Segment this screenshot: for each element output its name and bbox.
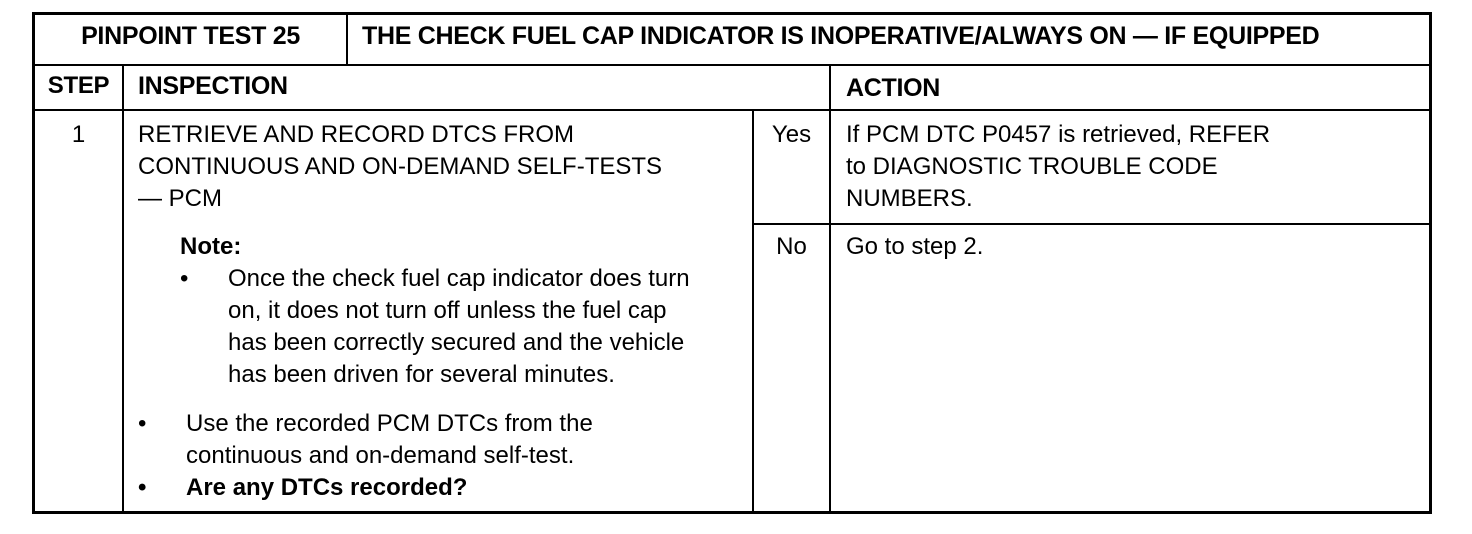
instruction-item (138, 408, 748, 472)
answer-yes-action (846, 119, 1426, 215)
answer-yes-label: Yes (771, 121, 812, 148)
divider (829, 64, 831, 514)
instruction-line: Use the recorded PCM DTCs from the (186, 410, 593, 437)
divider (122, 64, 124, 514)
test-title: THE CHECK FUEL CAP INDICATOR IS INOPERATIVE/ALWAYS ON — IF EQUIPPED (362, 22, 1320, 50)
note-line: on, it does not turn off unless the fuel cap (228, 297, 667, 324)
bullet-icon: • (138, 474, 147, 501)
bullet-icon: • (138, 410, 147, 437)
column-header-step: STEP (47, 72, 110, 99)
action-line: Go to step 2. (846, 233, 984, 260)
step-number: 1 (71, 121, 86, 148)
step-title-line: CONTINUOUS AND ON-DEMAND SELF-TESTS (138, 153, 663, 180)
note-block (180, 231, 750, 391)
note-line: has been correctly secured and the vehicle (228, 329, 685, 356)
step-title-line: RETRIEVE AND RECORD DTCS FROM (138, 121, 575, 148)
test-id-label: PINPOINT TEST 25 (81, 22, 300, 50)
action-line: NUMBERS. (846, 185, 973, 212)
divider (752, 223, 1432, 225)
note-line: has been driven for several minutes. (228, 361, 615, 388)
answer-no-action (846, 231, 1426, 263)
divider (32, 109, 1432, 111)
step-title-line: — PCM (138, 185, 222, 212)
column-header-action: ACTION (846, 74, 941, 102)
action-line: If PCM DTC P0457 is retrieved, REFER (846, 121, 1271, 148)
note-bullet-item (180, 263, 750, 391)
note-title: Note: (180, 233, 242, 260)
divider (752, 109, 754, 514)
answer-no-label: No (776, 233, 807, 260)
column-header-inspection: INSPECTION (138, 72, 288, 100)
divider (346, 12, 348, 65)
instruction-list (138, 408, 748, 504)
instruction-question: Are any DTCs recorded? (186, 474, 468, 501)
bullet-icon: • (180, 265, 189, 292)
instruction-line: continuous and on-demand self-test. (186, 442, 575, 469)
pinpoint-test-table (32, 12, 1432, 514)
note-line: Once the check fuel cap indicator does turn (228, 265, 690, 292)
instruction-item (138, 472, 748, 504)
step-title (138, 119, 748, 215)
divider (32, 64, 1432, 66)
action-line: to DIAGNOSTIC TROUBLE CODE (846, 153, 1218, 180)
